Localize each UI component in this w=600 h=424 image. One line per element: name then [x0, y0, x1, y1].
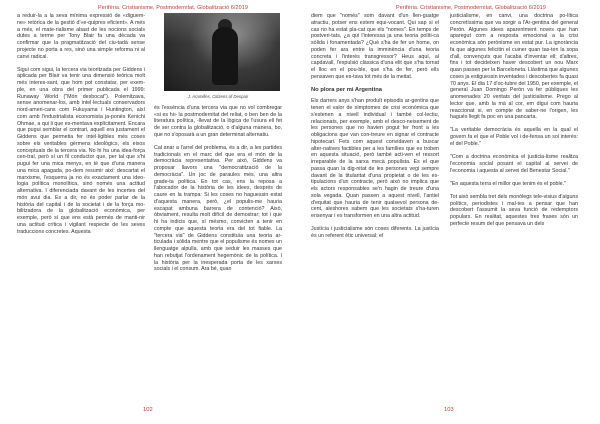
page-number: 103	[444, 407, 454, 413]
paragraph: és l'essència d'una tercera via que no vol combregar «si es hi» la postmodernitat del reliat, o ben ben de la literatura política, -llevat de la lògica de l'usura ell fet de ser contra la globalització, o d'alguna manera, bo, que no s'oposarà a un gran determinat alternatiu.	[154, 104, 282, 138]
quote: "Com a doctrina econòmica el justicia-lisme realitza l'economia social posant el capital al servei de l'economia i aquesta al servei del Benestar Social."	[450, 154, 578, 174]
right-page	[300, 0, 600, 424]
page-number: 102	[143, 407, 153, 413]
photo-figure	[212, 27, 238, 85]
section-heading: No plora per mi Argentina	[311, 86, 382, 93]
paragraph: diem que "només" som davant d'un llen-guatge atractiu, potser ens estem equi-vocant. Qui sap si el cas no ha estat pla-cat que els "nomes". En temps de postveri-tats, ¿a qui l'interessa ja una teoria políti-ca sòlida i fonamentada? ¿Què s'ha de fer un home, on poden fer ara entre la imminència d'una teoria concreta i l'interès transgressor? Heus aquí, al capdavall, l'expulsió clàssica d'una elit que s'ha tornat el lloc en el pou-ble, que s'ha de fer, però ells pensaven que es-tava tot més de la meitat.	[311, 13, 439, 80]
paragraph: Tot això sembla tret dels monòlegs tele-visius d'alguns polítics, periodistes i mal-tes a pensar que han descobert l'assumit la seva funció de redemptors populars. En realitat, aquestes tres frases són un perfecte resum del que pensava un dels	[450, 193, 578, 227]
running-header: Perifèria. Cristianisme, Postmodernitat, Globalització 6/2019	[98, 5, 248, 11]
paragraph: Els darrers anys s'han produït episodis ar-gentins que tenen el valor de símptomes de crisi econòmica que s'estenen a nivell individual i també col·lectiu, relacionats, per exemple, amb el desco-neixement de les persones que no havien pogut fer front a les obligacions que van con-treure en signar el contracte hipotecari. Fets com aquest convidaven a buscar alter-natives factibles per a les famílies que es troben en aquesta situació, però també acti-ven el ressort irreparable de la xarxa mecà populista. Es el que passa quan la dig-nitat de les persones vegi sempre davant de la titularitat d'una propietat o de les es-tipulacions d'un contracte, però això no implica que els actors responsables se'n hagin de treure d'una sola vegada. Quan passen a aquest nivell, l'antiel d'equitat que hauria de tenir qualsevol persona de-cent, aleshores sabem que les societats s'ha-turen ensenyar i es transformen en una altra actitud.	[311, 98, 439, 219]
photo-caption: J. Aramilles, Citizens of Despair	[187, 94, 249, 99]
text-column-2	[450, 13, 578, 405]
paragraph: Justícia i justicialisme són coses diferents. La justícia és un referent ètic universal; el	[311, 226, 439, 239]
paragraph: justicialisme, en canvi, una doctrina po-lítica concretíssima que va sorgir a l'Ar-gentina del general Perón. Algunes idees aparentment noves que han aparegut com a resposta emocional a la crisi econòmica són perònisme en estat pur. La ignorància fa que algunes felicitin el cuiner quan tas-ten la sopa d'all, convençuts que l'acaba d'inventar ell; d'altres, fins i tot decideixen haver descobert un nou Marx quan passen per la Barceloneta. Llàstima que algunes coses ja estiguessin inventades i descobertes fa quasi 70 anys. El dia 17 d'oc-tubre del 1950, per exemple, el general Juan Domingo Perón va fer públiques les anomenades 20 veritats del justicialisme. Prego al lector que, amb la mà al cor, em digui com hauria reaccionat si, en compte de saber-ne l'origen, les hagués llegit fa poc en una pancarta.	[450, 13, 578, 121]
text-column-2	[154, 13, 282, 405]
photo-image	[164, 13, 280, 91]
paragraph: Cal anar a l'arrel del problema, és a dir, a les partides tradicionals en el marc del que era el món de la democràcia representativa. Per això, Giddens va proposar llavors una "democratització de la democràcia". Un joc de paraules més, una altra grade-ta política. En tot cas, ens la reposa a l'abocador de la història de les idees, després de caure en la trampa: Si les coses no haguessin estat d'aquesta manera, però, ¿el populis-me hauria escapat ambuna barrera de contenció? Això, òbviament, resulta molt difícil de demostrar; tot i que hi ha indicis que, sí mésmo, convicten a tenir en compte que aquesta teoria era del tot fiable. La "tercera via" de Giddens constituïa una teoria ar-ticulada i sòlida mentre que el populisme és nomes un llenguatge alpulla, amb que seduir les masses que han rebutjat l'ordenament hegemònic de la política. I la història per la inesperada porta de les xarxes socials i el consum. Ara bé, quan	[154, 144, 282, 273]
paragraph: Sigui com sigui, la tercera via teoritzada per Giddens i aplicada per Blair va tenir una dimensió teòrica molt més interes-sant, que hom pot constatar, per exem-ple, en una obra del primer publicada el 1999: Runaway World ("Món desbocat"). Polemitzava, sense anomenar-los, amb intel·lectuals conservadors nord-ameri-cans com Fukuyama i Huntington, així com amb l'industrialista economista ja-ponès Kenichi Ohmae, a qui li que es-mentava explícitament. Encara que pugui semblar el contrari, aquell era justament el Giddens que permetia fer intel·ligibles més coses sobre els veritables gèrmens ideològics, els eixos conceptuals de la tercera via. No hi ha una idea-força cen-tral, però sí un fil conductor que, per tal que s'hi pugui fer una mica menys, en té que d'una manera una mica apagada, po-dem resumir així: descartat el marxisme, l'esquerra ja no és exactament una ideo-logia política monolítica, sinó només una actitud alternativa. I diferenciada davant de les incertes del món avui dia. Es a dir, no és poder parlar de la història del capital i de la societat i de la força mo-bilitzadora de la globalització econòmica, per exemple, però sí que ens està permès de manti-nir una actitud crítica i vigilant respecte de les seves traduccions concretes. Aquesta	[17, 66, 145, 235]
paragraph: a reduir-la a la seva mínima expressió de «diguem-ne» retòrica de la gestió d'«e-quipres eficient». A més a més, el mate-rialisme abast de les nocions socials dutes a terme per Tony Blair fa una dècada va confirmar que la pragmatització del ciu-tadà sense projecte no porta a res, sinó una simple reforma ni al canvi radical.	[17, 13, 145, 60]
quote: "La veritable democràcia és aquella en la qual el govern fa el que el Poble vol i de-fensa un sol interès: el del Poble."	[450, 127, 578, 147]
text-column-1	[311, 13, 439, 405]
running-header: Perifèria. Cristianisme, Postmodernitat, Globalització 6/2019	[396, 5, 546, 11]
quote: "En aquesta terra el millor que tenim és el poble."	[450, 180, 566, 187]
text-column-1	[17, 13, 145, 405]
